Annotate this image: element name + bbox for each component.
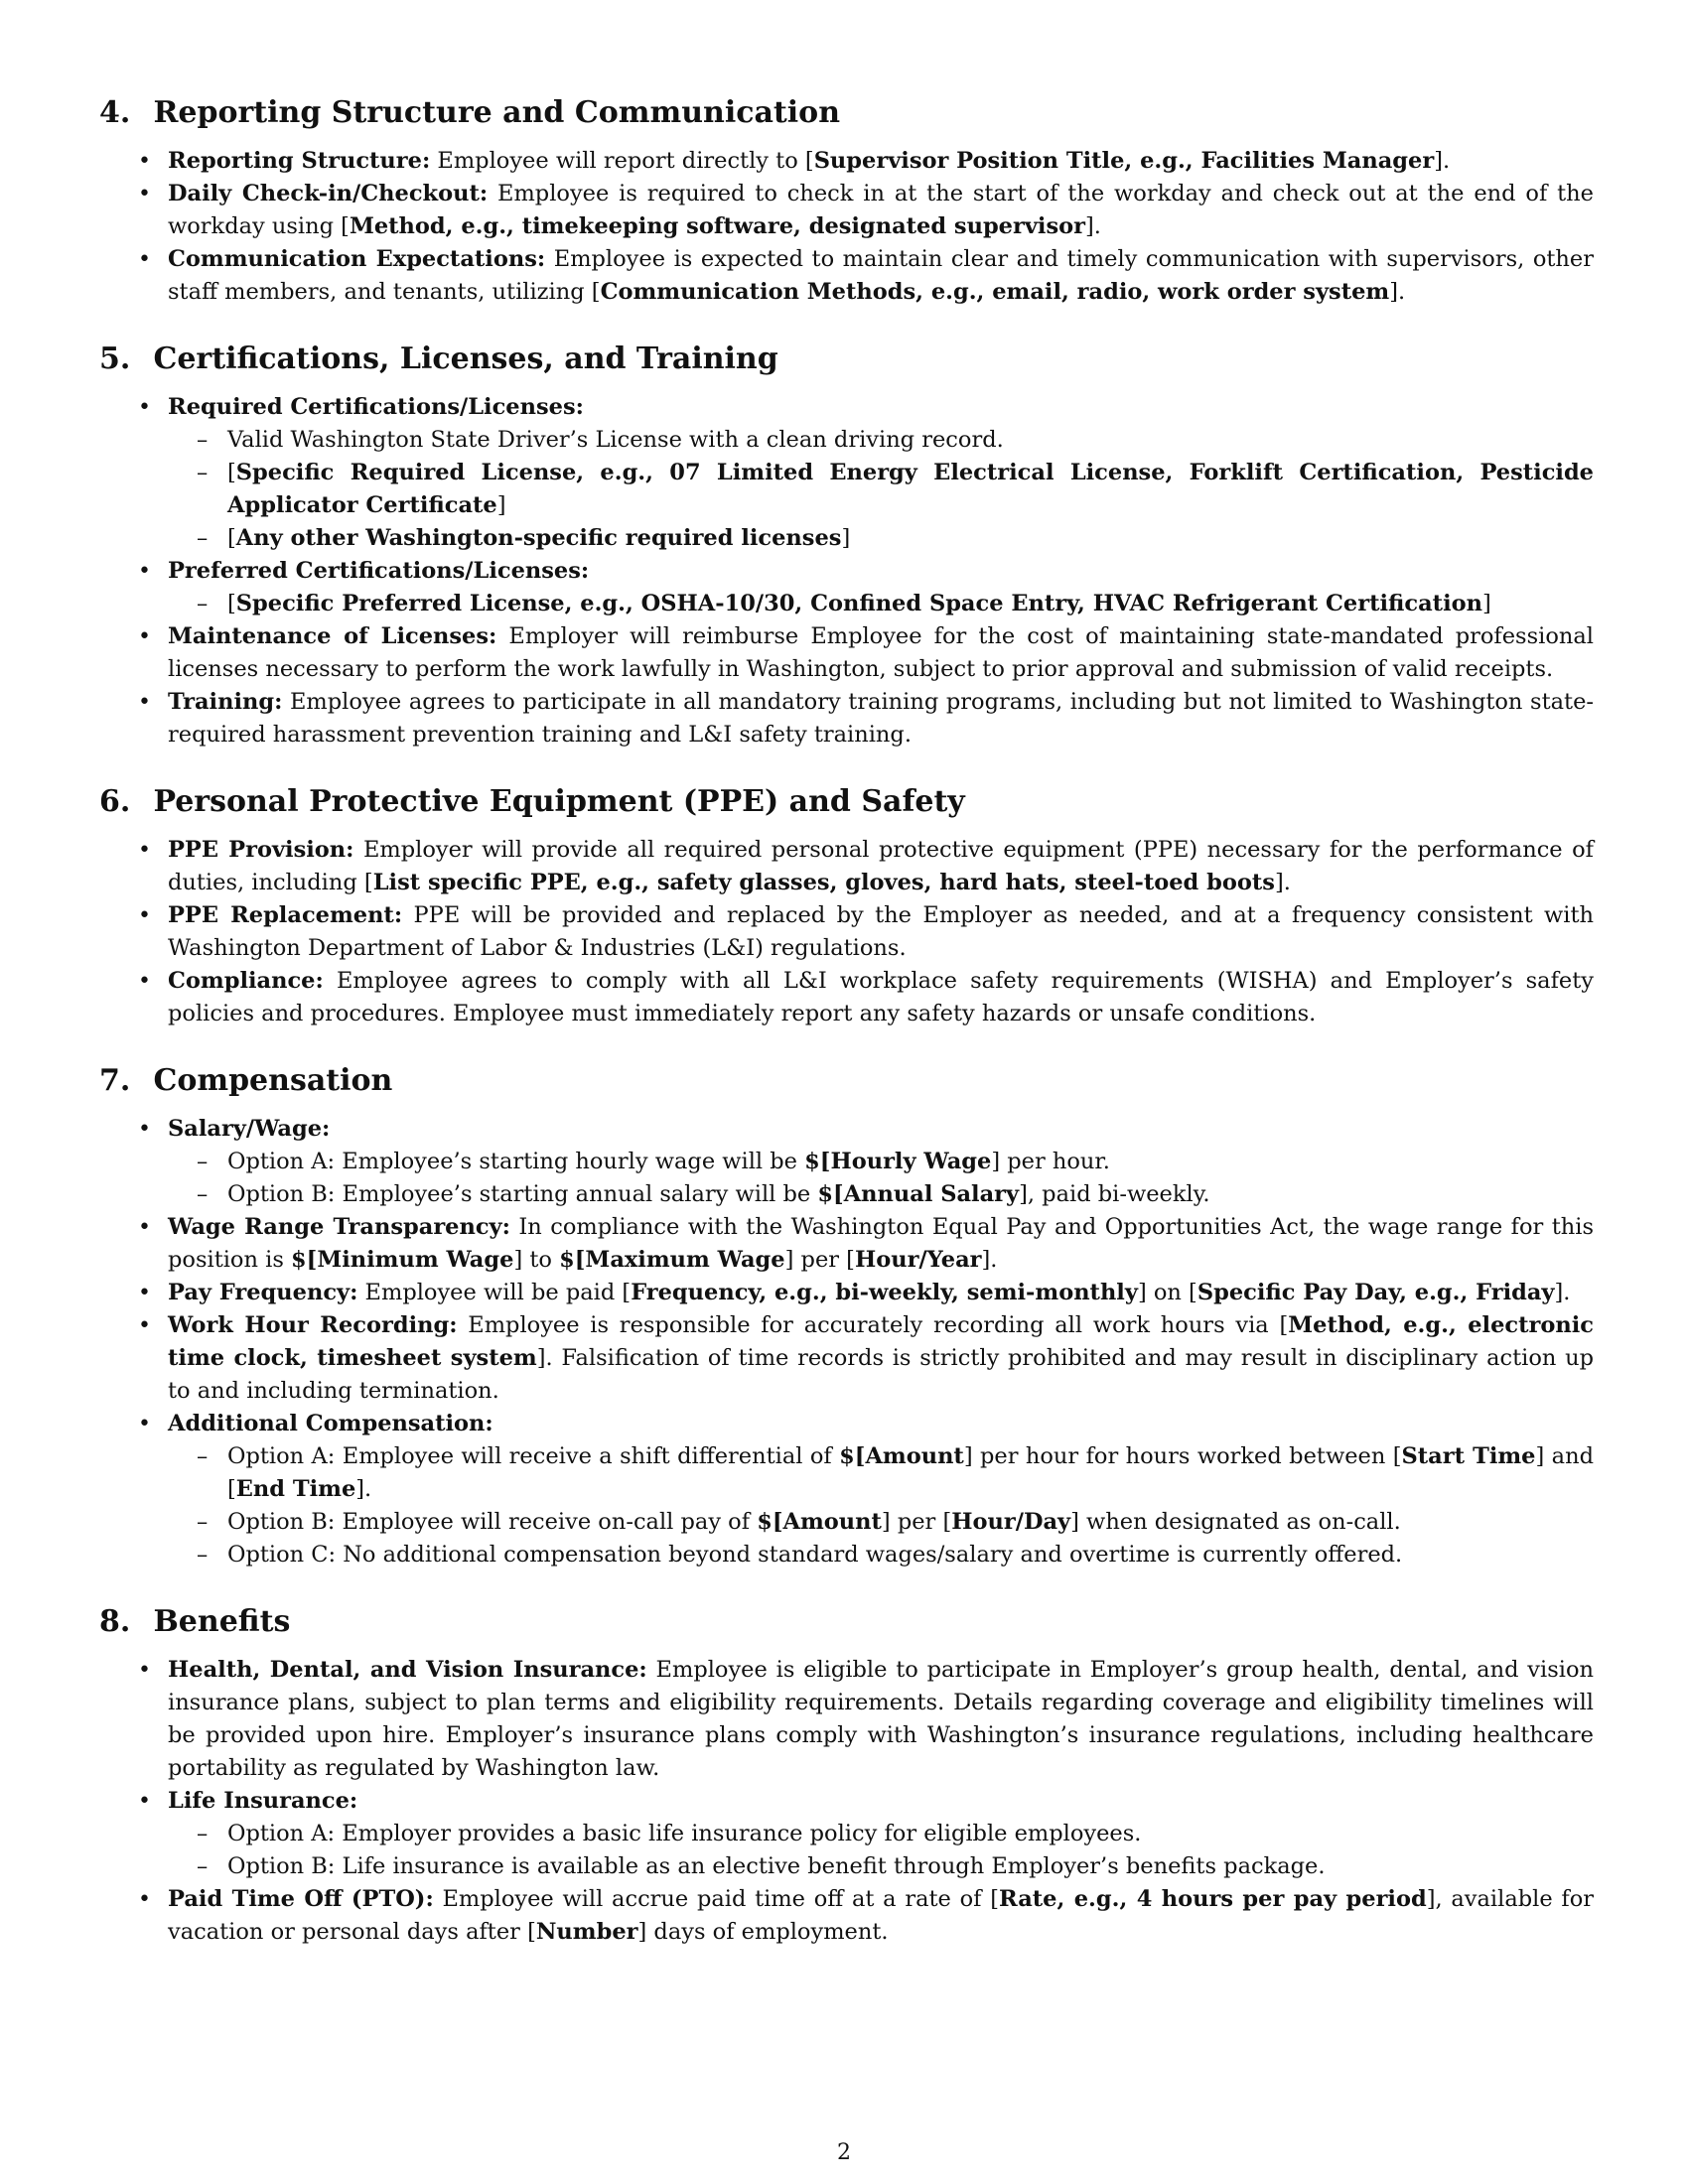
list-item: • Wage Range Transparency: In compliance with the Washington Equal Pay and Opportunities Act, the wage range for this position is $[Minimum Wage] to $[Maximum Wage] per [Hour/Year]. <box>99 1211 1594 1277</box>
section-ppe <box>99 782 1594 1030</box>
list-item: • Salary/Wage: – Option A: Employee’s starting hourly wage will be $[Hourly Wage] per hour. – Option B: Employee’s starting annual salary will be $[Annual Salary], paid bi-weekly. <box>99 1113 1594 1211</box>
list-item: • Work Hour Recording: Employee is responsible for accurately recording all work hours via [Method, e.g., electronic time clock, timesheet system]. Falsification of time records is strictly prohibited and may result in disciplinary action up to and including termination. <box>99 1309 1594 1408</box>
sub-list-item: – Option A: Employee will receive a shift differential of $[Amount] per hour for hours worked between [Start Time] and [End Time]. <box>168 1440 1594 1506</box>
bullet-list <box>99 145 1594 309</box>
page-number: 2 <box>837 2140 851 2165</box>
list-item: • Maintenance of Licenses: Employer will reimburse Employee for the cost of maintaining state-mandated professional licenses necessary to perform the work lawfully in Washington, subject to prior approval and submission of valid receipts. <box>99 620 1594 686</box>
bullet-list <box>99 834 1594 1030</box>
list-item: • Life Insurance: – Option A: Employer provides a basic life insurance policy for eligible employees. – Option B: Life insurance is available as an elective benefit through Employer’s benefits package. <box>99 1785 1594 1883</box>
sub-list <box>168 1440 1594 1571</box>
section-compensation <box>99 1061 1594 1571</box>
sub-list <box>168 588 1594 620</box>
section-heading: 4. Reporting Structure and Communication <box>99 95 841 130</box>
sub-list-item: – Option C: No additional compensation beyond standard wages/salary and overtime is currently offered. <box>168 1539 1594 1571</box>
bullet-list <box>99 1113 1594 1571</box>
list-item: • Communication Expectations: Employee is expected to maintain clear and timely communication with supervisors, other staff members, and tenants, utilizing [Communication Methods, e.g., email, radio, work order system]. <box>99 243 1594 309</box>
list-item: • PPE Replacement: PPE will be provided and replaced by the Employer as needed, and at a frequency consistent with Washington Department of Labor & Industries (L&I) regulations. <box>99 899 1594 965</box>
section-heading: 7. Compensation <box>99 1063 393 1098</box>
list-item: • Health, Dental, and Vision Insurance: Employee is eligible to participate in Employer’s group health, dental, and vision insurance plans, subject to plan terms and eligibility requirements. Details regarding coverage and eligibility timelines will be provided upon hire. Employer’s insurance plans comply with Washington’s insurance regulations, including healthcare portability as regulated by Washington law. <box>99 1654 1594 1785</box>
list-item: • Reporting Structure: Employee will report directly to [Supervisor Position Title, e.g., Facilities Manager]. <box>99 145 1594 178</box>
list-item: • PPE Provision: Employer will provide all required personal protective equipment (PPE) necessary for the performance of duties, including [List specific PPE, e.g., safety glasses, gloves, hard hats, steel-toed boots]. <box>99 834 1594 899</box>
section-heading: 5. Certifications, Licenses, and Training <box>99 341 778 376</box>
sub-list-item: – [Specific Required License, e.g., 07 Limited Energy Electrical License, Forklift Certification, Pesticide Applicator Certificate] <box>168 457 1594 522</box>
bullet-list <box>99 391 1594 751</box>
sub-list-item: – Option B: Employee’s starting annual salary will be $[Annual Salary], paid bi-weekly. <box>168 1178 1594 1211</box>
bullet-list <box>99 1654 1594 1949</box>
list-item: • Compliance: Employee agrees to comply with all L&I workplace safety requirements (WISHA) and Employer’s safety policies and procedures. Employee must immediately report any safety hazards or unsafe conditions. <box>99 965 1594 1030</box>
document-page <box>99 93 1594 1979</box>
sub-list <box>168 424 1594 555</box>
list-item: • Required Certifications/Licenses: – Valid Washington State Driver’s License with a clean driving record. – [Specific Required License, e.g., 07 Limited Energy Electrical License, Forklift Certification, Pesticide Applicator Certificate] – [Any other Washington-specific required licenses] <box>99 391 1594 555</box>
list-item: • Daily Check-in/Checkout: Employee is required to check in at the start of the workday and check out at the end of the workday using [Method, e.g., timekeeping software, designated supervisor]. <box>99 178 1594 243</box>
list-item: • Pay Frequency: Employee will be paid [Frequency, e.g., bi-weekly, semi-monthly] on [Specific Pay Day, e.g., Friday]. <box>99 1277 1594 1309</box>
sub-list-item: – [Specific Preferred License, e.g., OSHA-10/30, Confined Space Entry, HVAC Refrigerant Certification] <box>168 588 1594 620</box>
sub-list-item: – Option A: Employer provides a basic life insurance policy for eligible employees. <box>168 1818 1594 1850</box>
section-heading: 6. Personal Protective Equipment (PPE) and Safety <box>99 784 965 819</box>
list-item: • Paid Time Off (PTO): Employee will accrue paid time off at a rate of [Rate, e.g., 4 hours per pay period], available for vacation or personal days after [Number] days of employment. <box>99 1883 1594 1949</box>
sub-list <box>168 1818 1594 1883</box>
sub-list-item: – Valid Washington State Driver’s License with a clean driving record. <box>168 424 1594 457</box>
section-certifications <box>99 340 1594 751</box>
sub-list-item: – Option B: Employee will receive on-call pay of $[Amount] per [Hour/Day] when designated as on-call. <box>168 1506 1594 1539</box>
list-item: • Additional Compensation: – Option A: Employee will receive a shift differential of $[Amount] per hour for hours worked between [Start Time] and [End Time]. – Option B: Employee will receive on-call pay of $[Amount] per [Hour/Day] when designated as on-call. – Option C: No additional compensation beyond standard wages/salary and overtime is currently offered. <box>99 1408 1594 1571</box>
list-item: • Preferred Certifications/Licenses: – [Specific Preferred License, e.g., OSHA-10/30, Confined Space Entry, HVAC Refrigerant Certification] <box>99 555 1594 620</box>
sub-list-item: – [Any other Washington-specific required licenses] <box>168 522 1594 555</box>
sub-list <box>168 1146 1594 1211</box>
section-reporting <box>99 93 1594 309</box>
sub-list-item: – Option B: Life insurance is available as an elective benefit through Employer’s benefits package. <box>168 1850 1594 1883</box>
sub-list-item: – Option A: Employee’s starting hourly wage will be $[Hourly Wage] per hour. <box>168 1146 1594 1178</box>
section-benefits <box>99 1602 1594 1949</box>
section-heading: 8. Benefits <box>99 1604 291 1639</box>
list-item: • Training: Employee agrees to participate in all mandatory training programs, including but not limited to Washington state-required harassment prevention training and L&I safety training. <box>99 686 1594 751</box>
